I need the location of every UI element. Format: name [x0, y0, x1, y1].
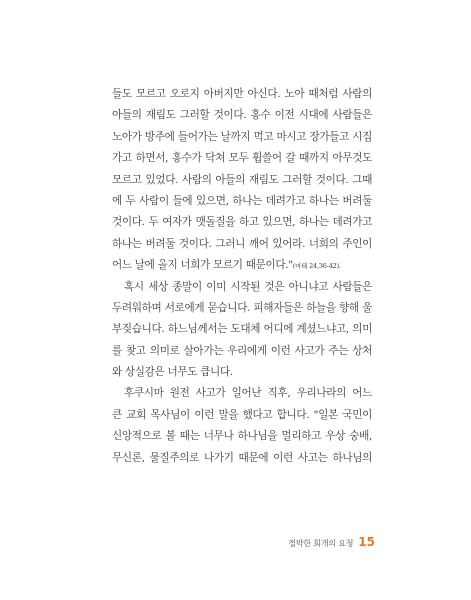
text-line-content: 두려워하며 서로에게 묻습니다. 피해자들은 하늘을 향해 울	[112, 301, 372, 314]
body-text	[112, 84, 372, 469]
text-line	[112, 405, 372, 426]
text-line	[112, 298, 372, 319]
text-line	[112, 105, 372, 126]
text-line	[112, 148, 372, 169]
text-line-content: 어느 날에 올지 너희가 모르기 때문이다."	[112, 259, 293, 272]
text-line	[112, 127, 372, 148]
text-line	[112, 84, 372, 105]
text-line-content: 가고 하면서, 홍수가 닥쳐 모두 휩쓸어 갈 때까지 아무것도	[112, 152, 372, 165]
scripture-reference: (마태 24,36-42).	[292, 262, 341, 271]
running-footer-title: 절박한 회개의 요청	[288, 539, 354, 548]
text-line	[112, 362, 372, 383]
text-line	[112, 448, 372, 469]
text-line	[112, 341, 372, 362]
paragraph	[112, 383, 372, 469]
text-line-content: 부짖습니다. 하느님께서는 도대체 어디에 계셨느냐고, 의미	[112, 323, 372, 336]
text-line	[112, 277, 372, 298]
text-line-content: 에 두 사람이 들에 있으면, 하나는 데려가고 하나는 버려둘	[112, 194, 372, 207]
text-line-content: 를 찾고 의미로 살아가는 우리에게 이런 사고가 주는 상처	[112, 344, 372, 357]
text-line-content: 하나는 버려둘 것이다. 그러니 깨어 있어라. 너희의 주인이	[112, 237, 372, 250]
text-line-content: 들도 모르고 오로지 아버지만 아신다. 노아 때처럼 사람의	[112, 88, 372, 100]
page-number: 15	[358, 535, 375, 549]
text-line	[112, 234, 372, 255]
text-line	[112, 191, 372, 212]
text-line-content: 혹시 세상 종말이 이미 시작된 것은 아니냐고 사람들은	[124, 280, 372, 293]
text-line	[112, 383, 372, 404]
text-line	[112, 170, 372, 191]
text-line-content: 모르고 있었다. 사람의 아들의 재림도 그러할 것이다. 그때	[112, 173, 372, 186]
text-line-content: 것이다. 두 여자가 맷돌질을 하고 있으면, 하나는 데려가고	[112, 216, 372, 229]
text-line-content: 노아가 방주에 들어가는 날까지 먹고 마시고 장가들고 시집	[112, 130, 372, 143]
text-line-content: 무신론, 물질주의로 나가기 때문에 이런 사고는 하나님의	[112, 451, 372, 464]
paragraph	[112, 277, 372, 384]
text-line-content: 와 상실감은 너무도 큽니다.	[112, 366, 233, 379]
text-line	[112, 212, 372, 233]
text-line	[112, 255, 372, 276]
text-line	[112, 319, 372, 340]
text-line-content: 큰 교회 목사님이 이런 말을 했다고 합니다. "일본 국민이	[112, 408, 372, 421]
text-line-content: 신앙적으로 볼 때는 너무나 하나님을 멀리하고 우상 숭배,	[112, 430, 372, 443]
page-footer	[288, 535, 375, 549]
text-line	[112, 426, 372, 447]
text-line-content: 후쿠시마 원전 사고가 일어난 직후, 우리나라의 어느	[124, 387, 372, 400]
paragraph	[112, 84, 372, 277]
text-line-content: 아들의 재림도 그러할 것이다. 홍수 이전 시대에 사람들은	[112, 109, 372, 122]
